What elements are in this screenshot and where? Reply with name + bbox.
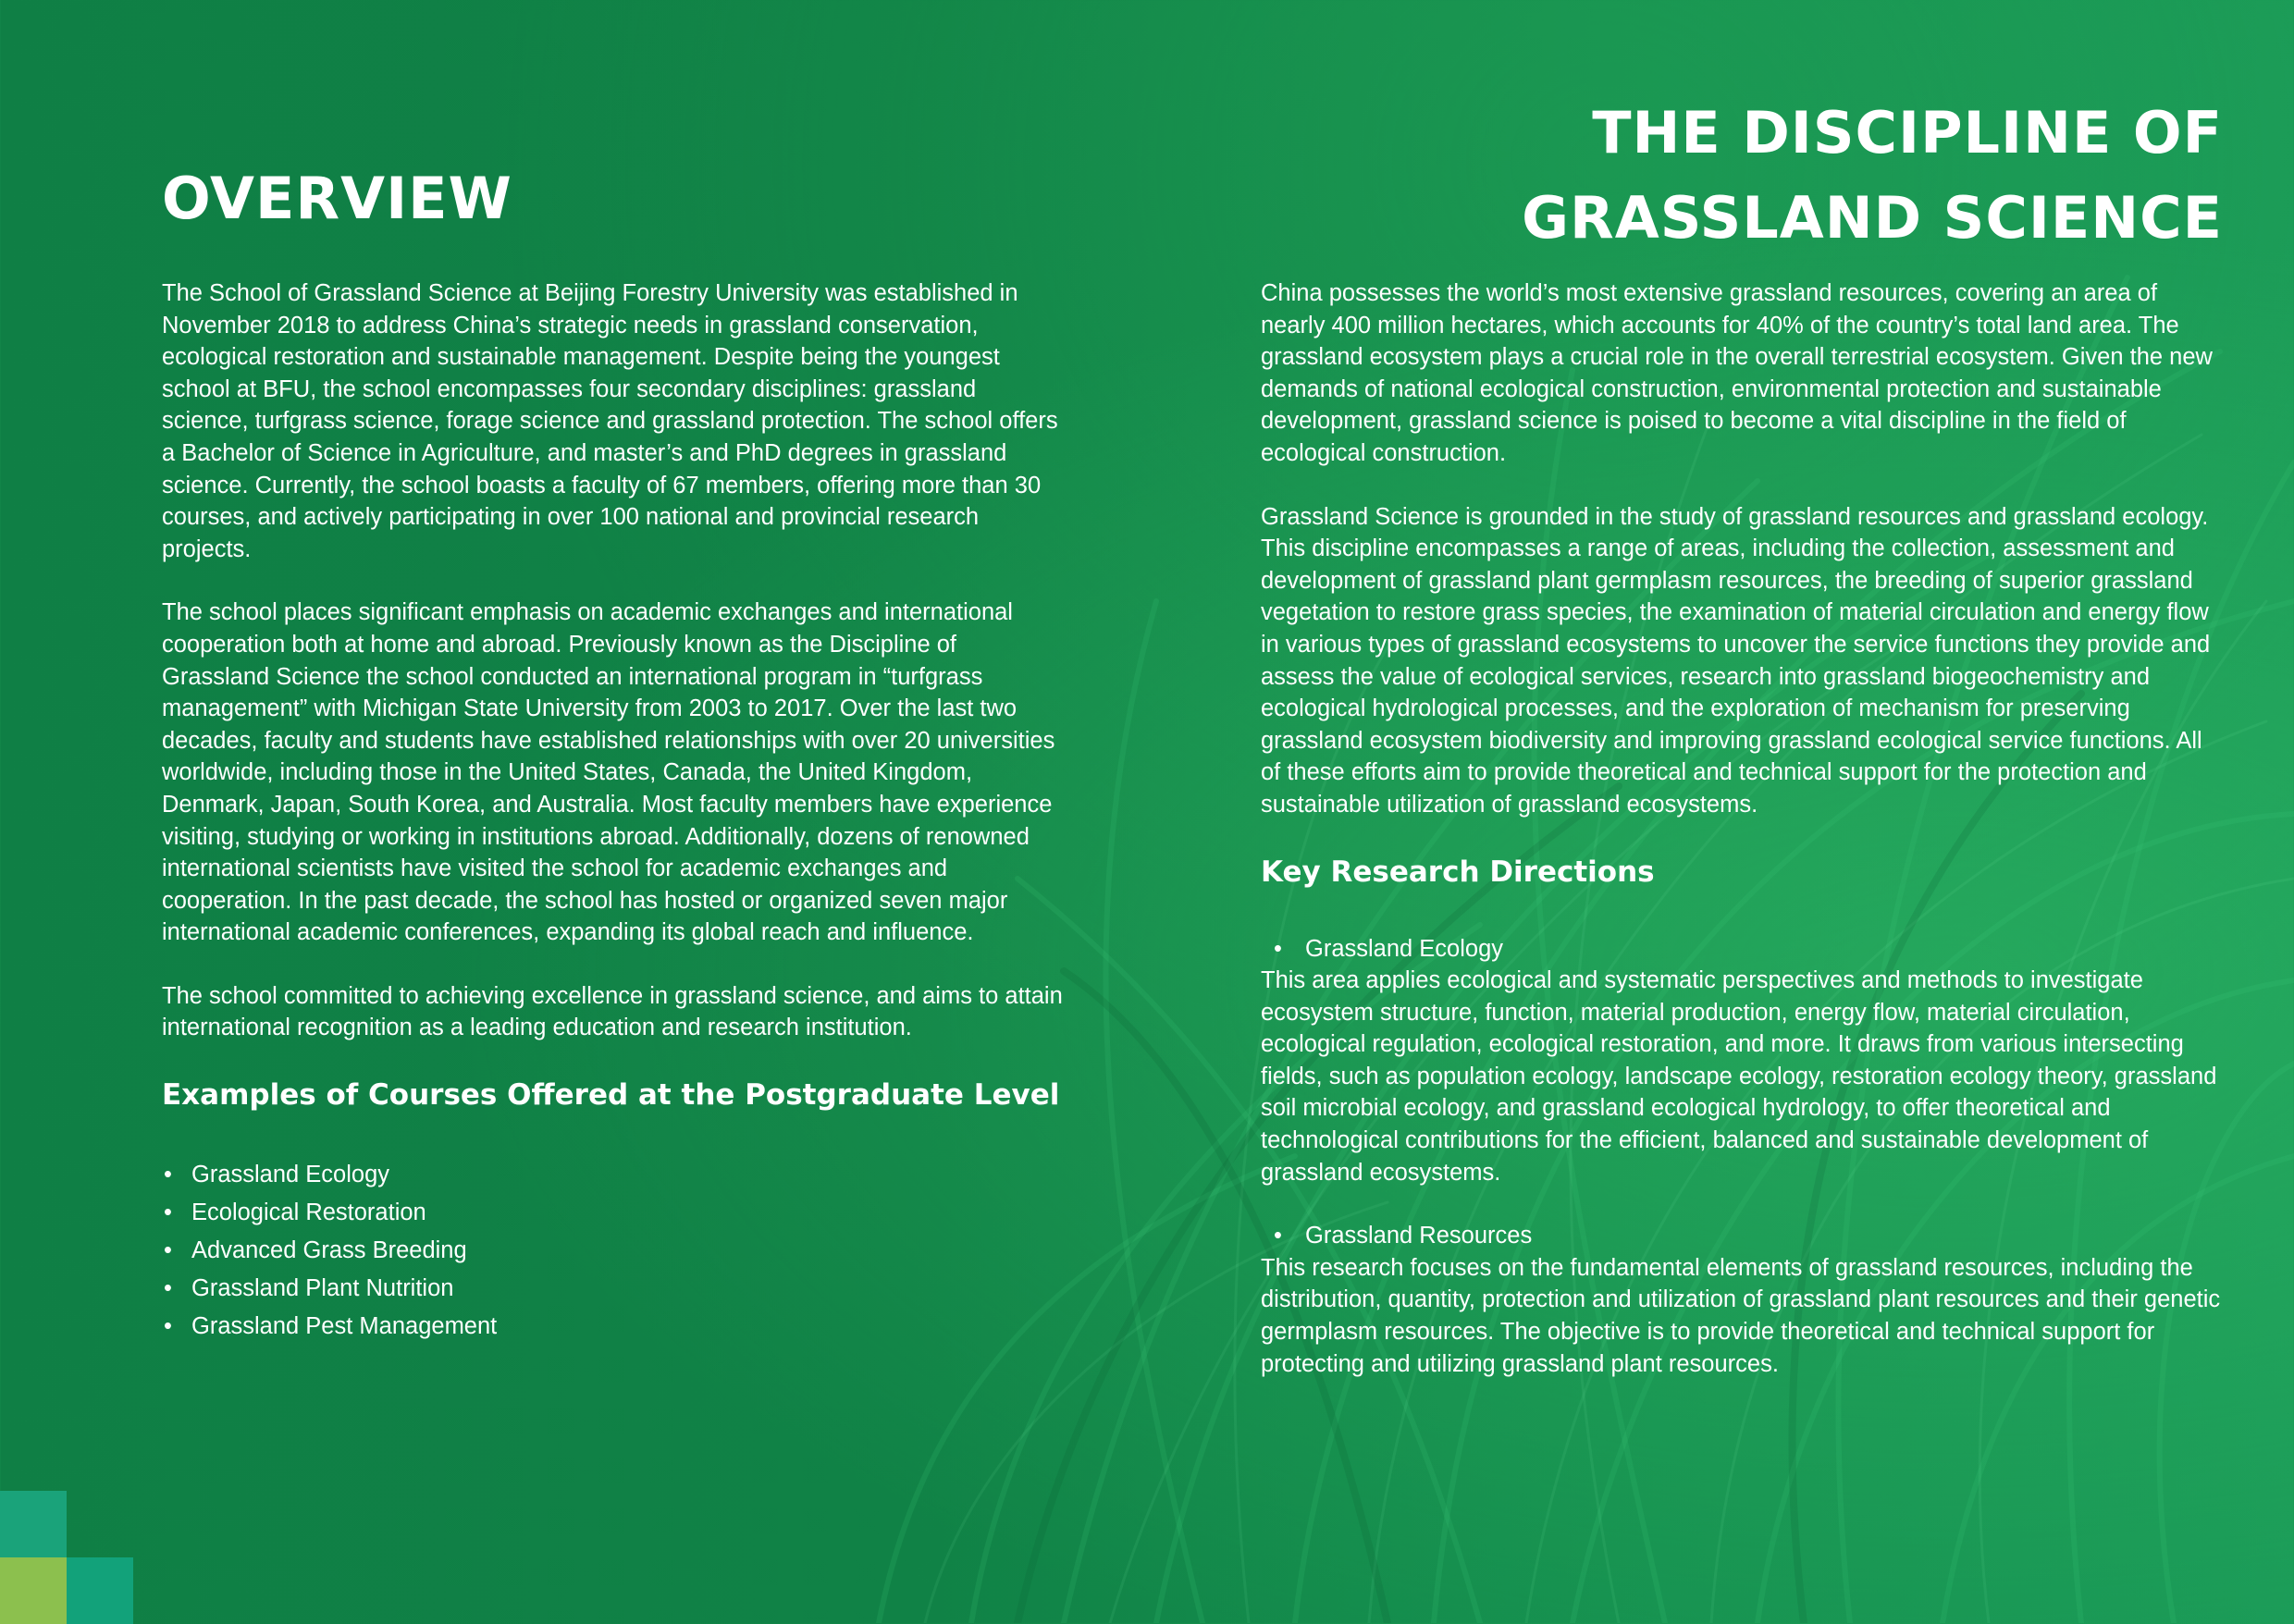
research-direction-grassland-resources bbox=[1261, 1220, 2227, 1380]
research-direction-label: • Grassland Resources bbox=[1261, 1220, 2227, 1252]
corner-decoration-teal-2 bbox=[67, 1557, 133, 1624]
corner-decoration-teal bbox=[0, 1491, 67, 1557]
discipline-title-line2: GRASSLAND SCIENCE bbox=[1522, 184, 2223, 252]
course-item: • Ecological Restoration bbox=[162, 1194, 1064, 1232]
overview-paragraph-3: The school committed to achieving excellence in grassland science, and aims to attain international recognition as a leading education and research institution. bbox=[162, 982, 1063, 1041]
discipline-title bbox=[1390, 91, 2223, 261]
research-direction-label: • Grassland Ecology bbox=[1261, 933, 2227, 966]
courses-list bbox=[162, 1156, 1064, 1346]
discipline-paragraph-2: Grassland Science is grounded in the study of grassland resources and grassland ecology. This discipline encompasses a range of areas, including the collection, assessment and development of grassland plant germplasm resources, the breeding of superior grassland vegetation to restore grass species, the examination of material circulation and energy flow in various types of grassland ecosystems to uncover the service functions they provide and assess the value of ecological services, research into grassland biogeochemistry and ecological hydrological processes, and the exploration of mechanism for preserving grassland ecosystem biodiversity and improving grassland ecological service functions. All of these efforts aim to provide theoretical and technical support for the protection and sustainable utilization of grassland ecosystems. bbox=[1261, 503, 2211, 818]
course-item: • Grassland Pest Management bbox=[162, 1308, 1064, 1346]
discipline-title-line1: THE DISCIPLINE OF bbox=[1592, 99, 2223, 166]
overview-column bbox=[162, 277, 1064, 1346]
overview-paragraph-2: The school places significant emphasis on academic exchanges and international cooperation both at home and abroad. Previously known as the Discipline of Grassland Science the school conducted an international program in “turfgrass management” with Michigan State University from 2003 to 2017. Over the last two decades, faculty and students have established relationships with over 20 universities worldwide, including those in the United States, Canada, the United Kingdom, Denmark, Japan, South Korea, and Australia. Most faculty members have experience visiting, studying or working in institutions abroad. Additionally, dozens of renowned international scientists have visited the school for academic exchanges and cooperation. In the past decade, the school has hosted or organized seven major international academic conferences, expanding its global reach and influence. bbox=[162, 599, 1055, 946]
course-item: • Grassland Ecology bbox=[162, 1156, 1064, 1194]
overview-paragraph-1: The School of Grassland Science at Beijing Forestry University was established in November 2018 to address China’s strategic needs in grassland conservation, ecological restoration and sustainable management. Despite being the youngest school at BFU, the school encompasses four secondary disciplines: grassland science, turfgrass science, forage science and grassland protection. The school offers a Bachelor of Science in Agriculture, and master’s and PhD degrees in grassland science. Currently, the school boasts a faculty of 67 members, offering more than 30 courses, and actively participating in over 100 national and provincial research projects. bbox=[162, 280, 1058, 562]
research-directions-heading: Key Research Directions bbox=[1261, 855, 1655, 889]
research-direction-text: This area applies ecological and systematic perspectives and methods to investigate ecosystem structure, function, material production, energy flow, material circulation, ecological regulation, ecological restoration, and more. It draws from various intersecting fields, such as population ecology, landscape ecology, restoration ecology theory, grassland soil microbial ecology, and grassland ecological hydrology, to offer theoretical and technological contributions for the efficient, balanced and sustainable development of grassland ecosystems. bbox=[1261, 967, 2217, 1186]
overview-title: OVERVIEW bbox=[162, 165, 512, 232]
discipline-column bbox=[1261, 277, 2227, 1411]
course-item: • Advanced Grass Breeding bbox=[162, 1232, 1064, 1270]
research-direction-grassland-ecology bbox=[1261, 933, 2227, 1189]
course-item: • Grassland Plant Nutrition bbox=[162, 1270, 1064, 1308]
corner-decoration-lime bbox=[0, 1557, 67, 1624]
discipline-paragraph-1: China possesses the world’s most extensive grassland resources, covering an area of nearly 400 million hectares, which accounts for 40% of the country’s total land area. The grassland ecosystem plays a crucial role in the overall terrestrial ecosystem. Given the new demands of national ecological construction, environmental protection and sustainable development, grassland science is poised to become a vital discipline in the field of ecological construction. bbox=[1261, 280, 2213, 466]
research-direction-text: This research focuses on the fundamental elements of grassland resources, including the distribution, quantity, protection and utilization of grassland plant resources and their genetic germplasm resources. The objective is to provide theoretical and technical support for protecting and utilizing grassland plant resources. bbox=[1261, 1254, 2221, 1377]
courses-heading: Examples of Courses Offered at the Postgraduate Level bbox=[162, 1078, 1060, 1113]
